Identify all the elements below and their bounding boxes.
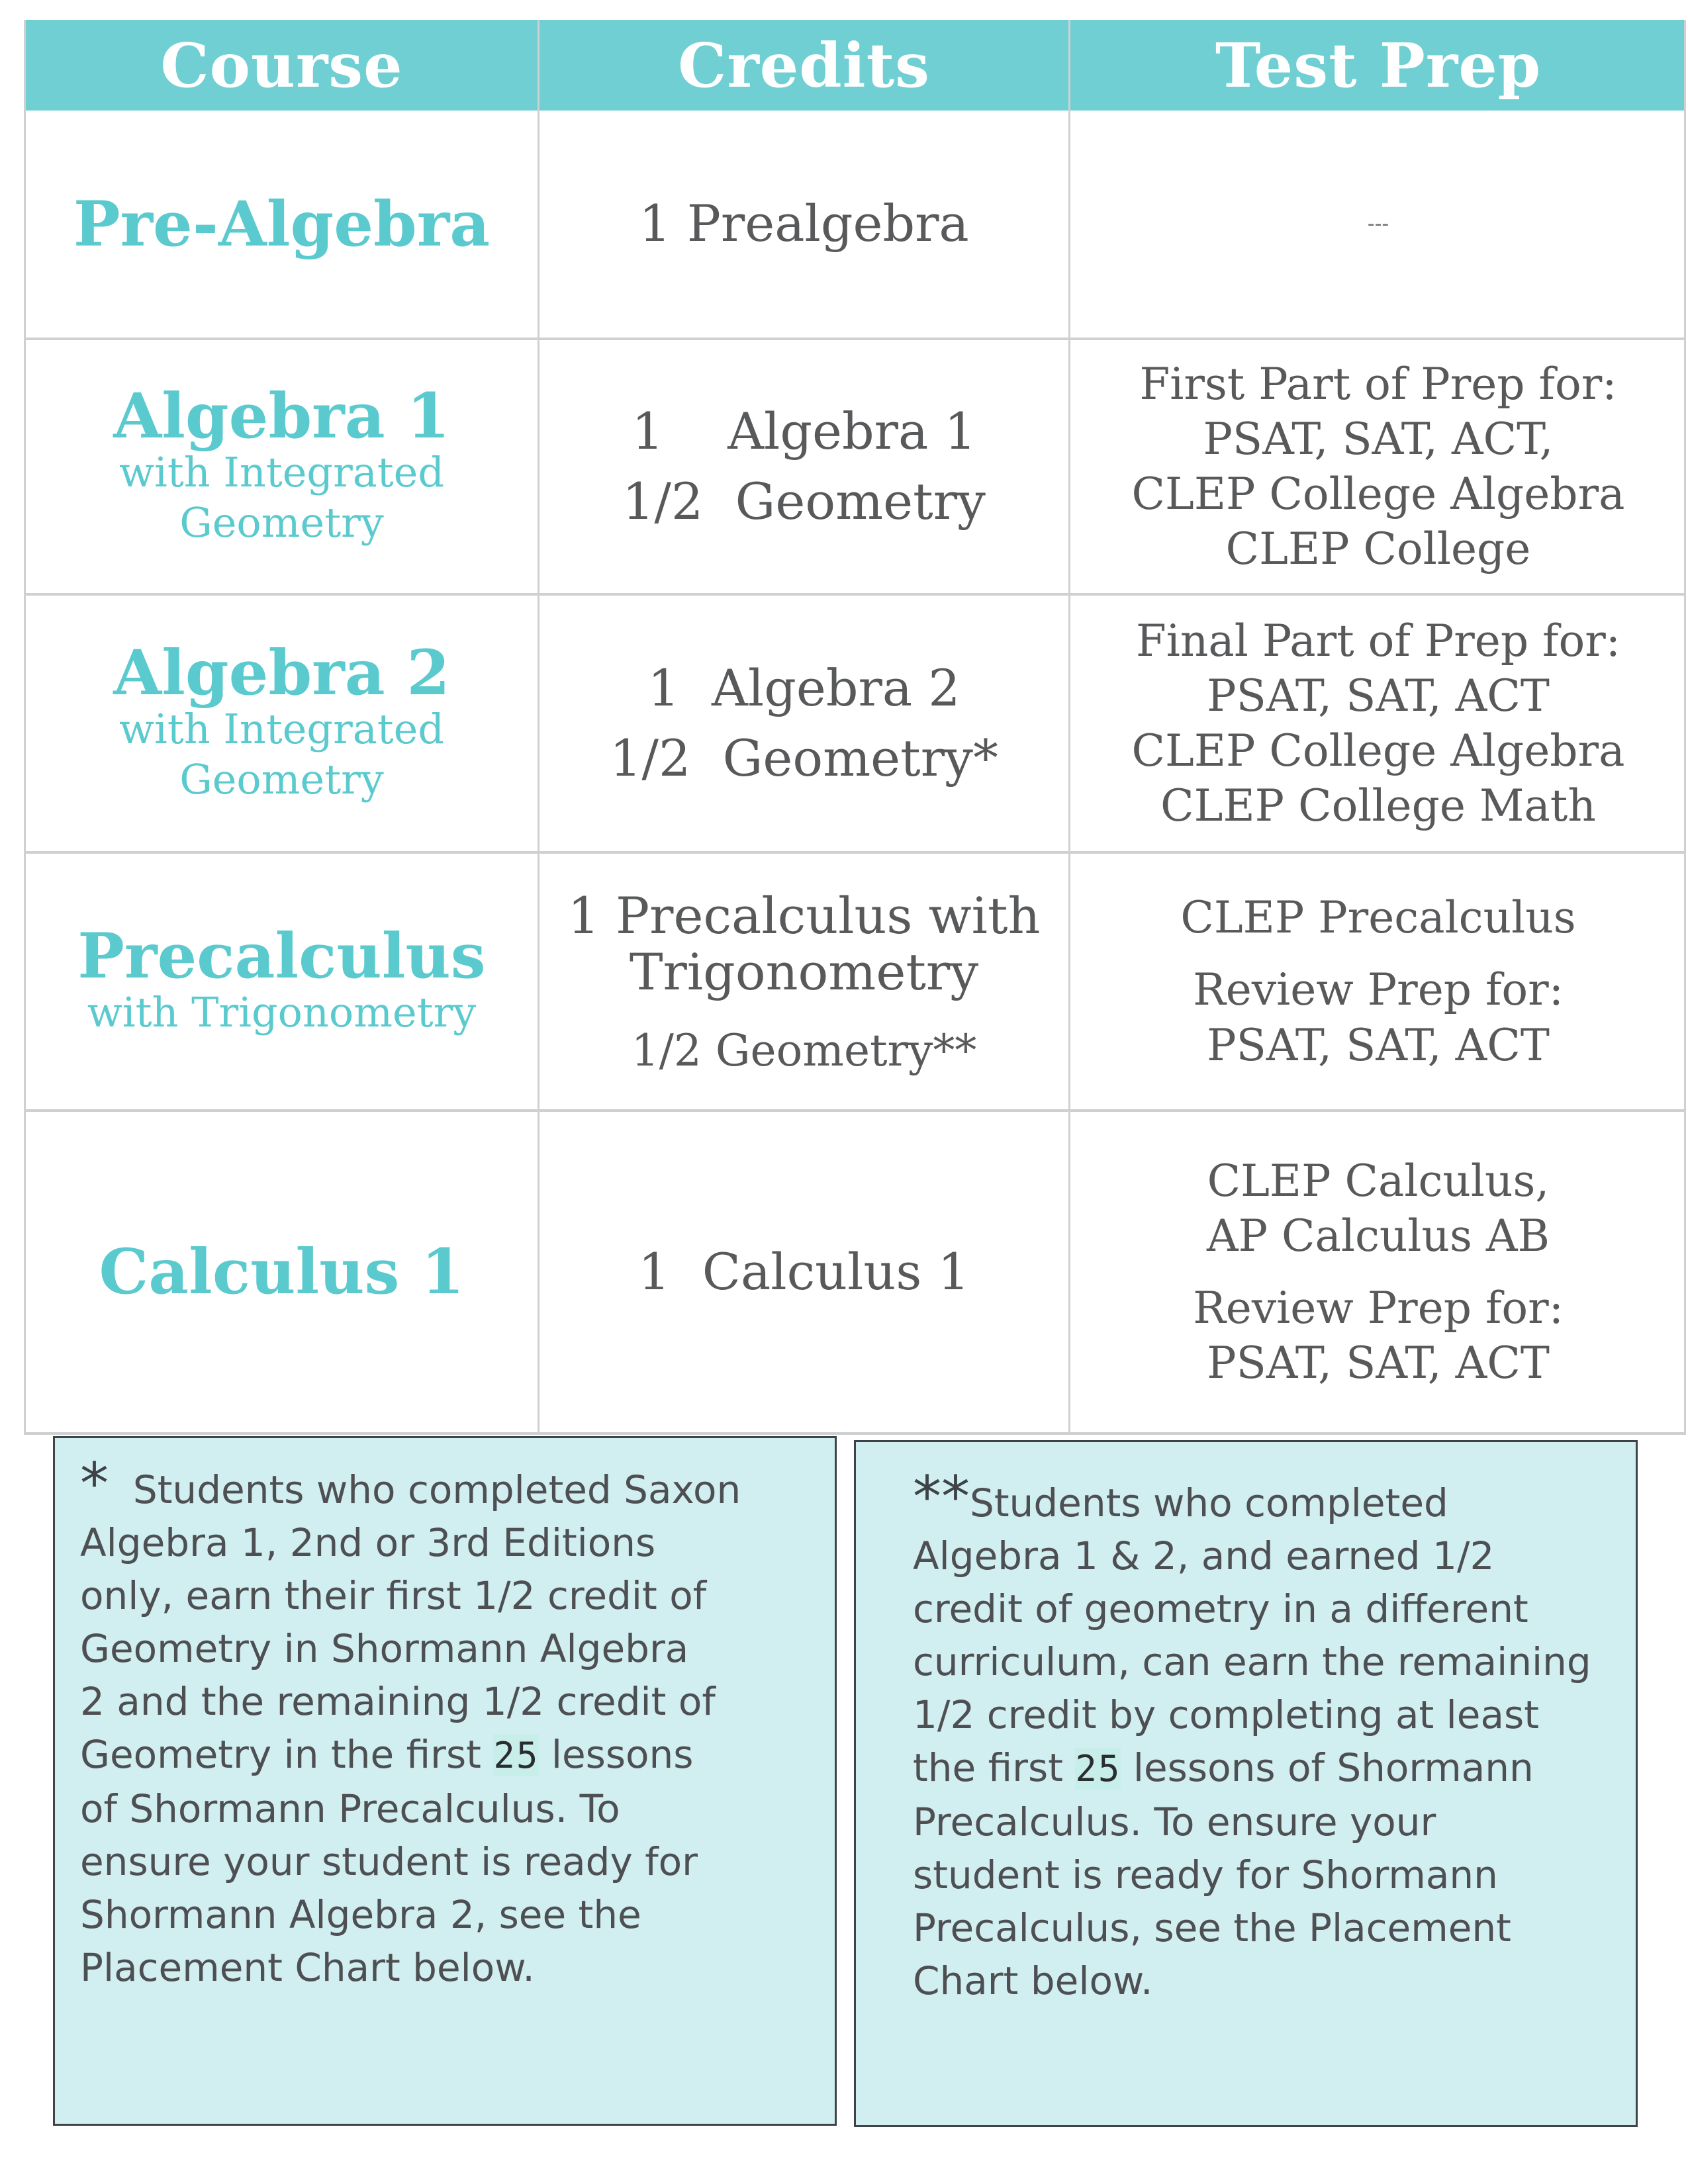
course-title: Calculus 1 — [99, 1236, 465, 1308]
footnote-text: Students who completed Saxon — [132, 1467, 741, 1512]
footnote-line: of Shormann Precalculus. To — [80, 1786, 620, 1831]
credit-line: 1/2 Geometry** — [631, 1025, 977, 1077]
course-subtitle: with Integrated — [118, 705, 445, 754]
test-prep-line: CLEP College Algebra — [1131, 469, 1625, 520]
test-prep-line: Review Prep for: — [1193, 964, 1564, 1016]
test-prep-line: First Part of Prep for: — [1139, 358, 1617, 410]
footnote-line — [913, 1464, 1609, 1530]
footnote-line: 1/2 credit by completing at least — [913, 1692, 1539, 1737]
header-test-prep: Test Prep — [1215, 29, 1542, 101]
footnote-double-asterisk — [854, 1440, 1638, 2127]
table-row-credits — [539, 854, 1068, 1109]
footnote-single-asterisk — [53, 1436, 837, 2126]
test-prep-line: Review Prep for: — [1193, 1283, 1564, 1334]
footnote-line: student is ready for Shormann — [913, 1852, 1498, 1897]
table-row-course — [26, 854, 538, 1109]
table-row-course — [26, 340, 538, 593]
credit-line: 1 Prealgebra — [639, 194, 969, 253]
test-prep-line: PSAT, SAT, ACT — [1207, 1338, 1550, 1389]
lesson-count: 25 — [1075, 1748, 1121, 1790]
footnote-line: Geometry in Shormann Algebra — [80, 1626, 689, 1671]
asterisk-mark: ** — [913, 1464, 970, 1530]
footnote-text: the first — [913, 1745, 1076, 1790]
test-prep-line: CLEP Calculus, — [1207, 1155, 1550, 1206]
footnote-line — [80, 1728, 808, 1782]
footnote-line — [80, 1451, 808, 1517]
course-subtitle: with Integrated — [118, 448, 445, 497]
footnote-line: Chart below. — [913, 1958, 1153, 2003]
footnote-line — [913, 1741, 1609, 1796]
table-row-credits — [539, 111, 1068, 338]
credit-line: 1 Calculus 1 — [638, 1242, 970, 1301]
credit-line: 1 Precalculus with — [567, 886, 1041, 945]
footnote-line: credit of geometry in a different — [913, 1586, 1528, 1631]
test-prep-line: PSAT, SAT, ACT — [1207, 670, 1550, 721]
table-row-test-prep — [1070, 1112, 1686, 1432]
footnote-line: 2 and the remaining 1/2 credit of — [80, 1679, 716, 1724]
credit-line: Trigonometry — [629, 942, 979, 1002]
footnote-text: lessons — [539, 1732, 694, 1777]
footnote-line: Shormann Algebra 2, see the — [80, 1892, 641, 1937]
table-row-test-prep — [1070, 596, 1686, 851]
course-title: Precalculus — [77, 920, 486, 993]
footnote-line: only, earn their first 1/2 credit of — [80, 1573, 707, 1618]
course-title: Algebra 1 — [113, 380, 450, 453]
footnote-line: curriculum, can earn the remaining — [913, 1639, 1591, 1684]
footnote-line: Precalculus, see the Placement — [913, 1905, 1511, 1950]
course-credits-table — [24, 20, 1686, 1435]
table-row-course — [26, 596, 538, 851]
table-row-test-prep — [1070, 854, 1686, 1109]
table-row-course — [26, 1112, 538, 1432]
test-prep-line: PSAT, SAT, ACT — [1207, 1019, 1550, 1071]
credit-line: 1/2 Geometry — [622, 472, 986, 531]
footnote-text: Students who completed — [970, 1480, 1448, 1525]
footnote-line: Placement Chart below. — [80, 1945, 535, 1990]
course-title: Pre-Algebra — [73, 187, 491, 261]
header-credits: Credits — [678, 29, 930, 101]
course-title: Algebra 2 — [113, 637, 450, 710]
asterisk-mark: * — [80, 1451, 109, 1517]
table-header-row — [26, 20, 1684, 111]
credit-line: 1 Algebra 1 — [632, 401, 976, 461]
footnote-text: lessons of Shormann — [1121, 1745, 1534, 1790]
table-row-test-prep — [1070, 340, 1686, 593]
footnote-line: ensure your student is ready for — [80, 1839, 698, 1884]
table-row-course — [26, 111, 538, 338]
test-prep-line: CLEP College Algebra — [1131, 725, 1625, 776]
table-row-test-prep — [1070, 111, 1686, 338]
lesson-count: 25 — [493, 1735, 539, 1776]
test-prep-line: CLEP Precalculus — [1180, 892, 1576, 944]
footnote-line: Algebra 1 & 2, and earned 1/2 — [913, 1533, 1495, 1578]
test-prep-line: CLEP College Math — [1160, 780, 1596, 832]
header-course: Course — [160, 29, 403, 101]
table-row-credits — [539, 340, 1068, 593]
table-row-credits — [539, 1112, 1068, 1432]
course-subtitle: with Trigonometry — [87, 988, 477, 1037]
test-prep-line: CLEP College — [1225, 523, 1531, 575]
footnote-line: Algebra 1, 2nd or 3rd Editions — [80, 1520, 656, 1565]
table-row-credits — [539, 596, 1068, 851]
course-subtitle: Geometry — [179, 498, 384, 547]
footnote-text: Geometry in the first — [80, 1732, 494, 1777]
credit-line: 1/2 Geometry* — [610, 729, 998, 788]
test-prep-line: PSAT, SAT, ACT, — [1203, 413, 1554, 465]
footnote-line: Precalculus. To ensure your — [913, 1799, 1436, 1844]
credit-line: 1 Algebra 2 — [647, 658, 961, 717]
test-prep-line: AP Calculus AB — [1206, 1210, 1550, 1261]
test-prep-line: Final Part of Prep for: — [1135, 615, 1621, 666]
test-prep-line: --- — [1367, 212, 1389, 236]
course-subtitle: Geometry — [179, 755, 384, 803]
